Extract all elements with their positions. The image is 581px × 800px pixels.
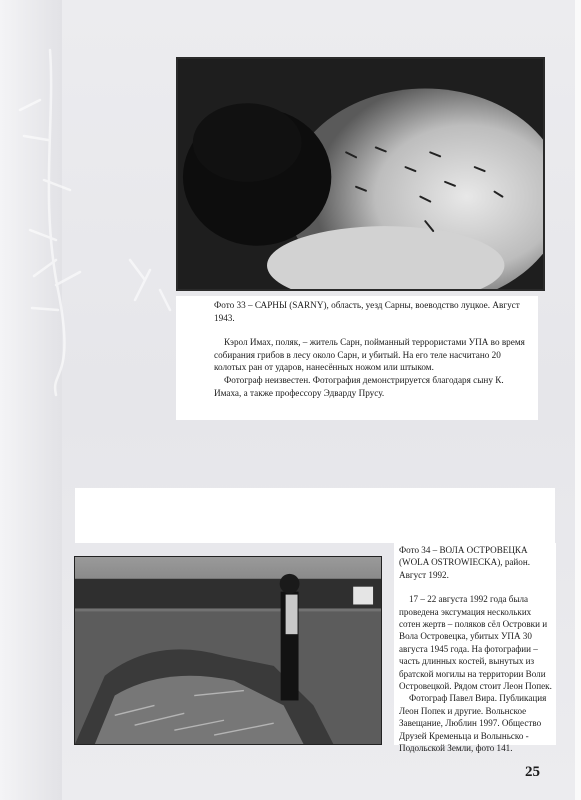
photo-34-exhumation [74, 556, 382, 745]
white-band [75, 488, 555, 543]
page-number: 25 [525, 764, 540, 780]
photo-33-caption-title: Фото 33 – САРНЫ (SARNY), область, уезд Сарны, воеводство луцкое. Август 1943. [214, 300, 520, 323]
photo-34-caption-title: Фото 34 – ВОЛА ОСТРОВЕЦКА (WOLA OSTROWIECKA), район. Август 1992. [399, 545, 530, 580]
photo-34-caption-credit: Фотограф Павел Вира. Публикация Леон Попек и другие. Вольнское Завещание, Люблин 1997. Общество Друзей Кременьца и Волыньско - Подольской Земли, фото 141. [399, 693, 547, 754]
photo-33-victim [176, 57, 545, 291]
photo-33-caption-credit: Фотограф неизвестен. Фотография демонстрируется благодаря сыну К. Имаха, а также профессору Эдварду Прусу. [214, 374, 504, 398]
photo-34-caption-body: 17 – 22 августа 1992 года была проведена эксгумация нескольких сотен жертв – поляков сёл Островки и Вола Островецка, убитых УПА 30 августа 1945 года. На фотографии – часть длинных костей, вынутых из братской могилы на территории Воли Островецкой. Рядом стоит Леон Попек. [399, 594, 552, 692]
photo-33-caption-body: Кэрол Имах, поляк, – житель Сарн, пойманный террористами УПА во время собирания грибов в лесу около Сарн, и убитый. На его теле насчитано 20 колотых ран от ударов, нанесённых ножом или штыком. [214, 337, 525, 373]
decorative-plant-pattern [10, 40, 180, 400]
photo-34-caption [394, 543, 556, 754]
photo-33-caption [176, 296, 538, 420]
page-right-edge [575, 0, 581, 800]
